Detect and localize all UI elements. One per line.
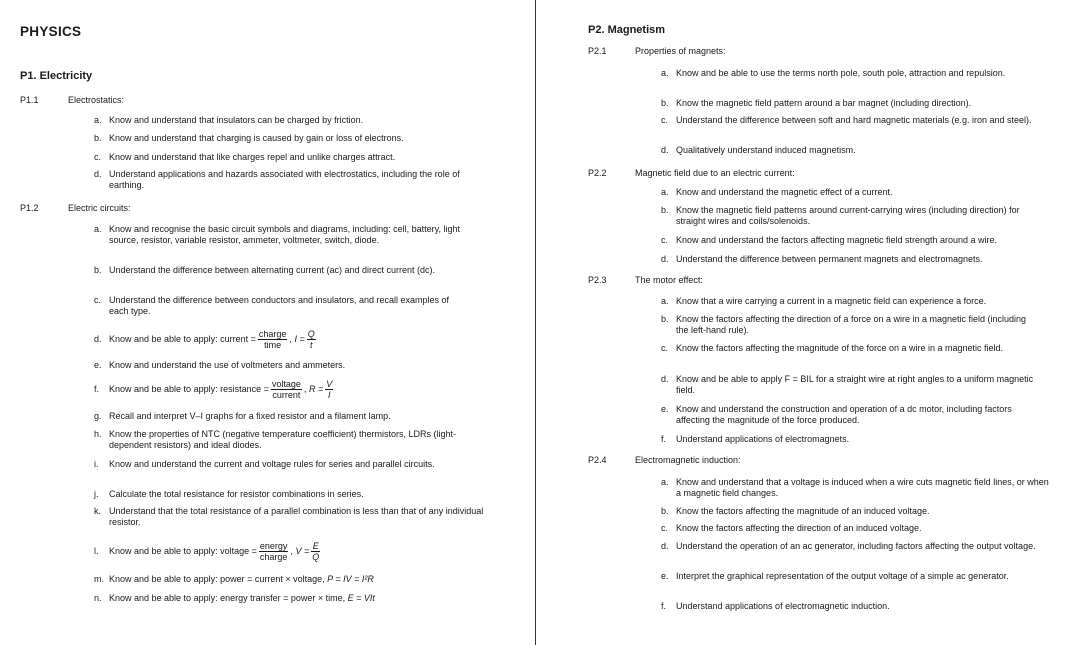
formula-item: f. Know and be able to apply: resistance = $\frac{\text{voltage}}{\text{current}}$ , R = $\frac{V}{I}$ <box>94 379 333 401</box>
subsection-code: P1.1 <box>20 95 39 105</box>
formula-item: l. Know and be able to apply: voltage = $\frac{\text{energy}}{\text{charge}}$ , V = $\frac{E}{Q}$ <box>94 541 320 563</box>
subsection-title: Properties of magnets: <box>635 46 726 56</box>
subsection-title: The motor effect: <box>635 275 703 285</box>
subsection-p1-2 <box>20 203 131 213</box>
subsection-title: Electric circuits: <box>68 203 131 213</box>
column-divider <box>535 0 536 645</box>
subsection-title: Electrostatics: <box>68 95 125 105</box>
subsection-code: P2.4 <box>588 455 607 465</box>
subsection-p2-2 <box>588 168 795 178</box>
subsection-title: Magnetic field due to an electric current: <box>635 168 795 178</box>
page-title: PHYSICS <box>20 24 82 39</box>
section-title-electricity: P1. Electricity <box>20 70 93 82</box>
subsection-p1-1 <box>20 95 125 105</box>
subsection-code: P2.2 <box>588 168 607 178</box>
subsection-code: P1.2 <box>20 203 39 213</box>
section-title-magnetism: P2. Magnetism <box>588 24 666 36</box>
subsection-code: P2.3 <box>588 275 607 285</box>
formula-item: d. Know and be able to apply: current = $\frac{\text{charge}}{\text{time}}$ , I = $\frac{Q}{t}$ <box>94 329 315 351</box>
subsection-p2-1 <box>588 46 726 56</box>
subsection-p2-3 <box>588 275 703 285</box>
subsection-code: P2.1 <box>588 46 607 56</box>
subsection-p2-4 <box>588 455 741 465</box>
subsection-title: Electromagnetic induction: <box>635 455 741 465</box>
